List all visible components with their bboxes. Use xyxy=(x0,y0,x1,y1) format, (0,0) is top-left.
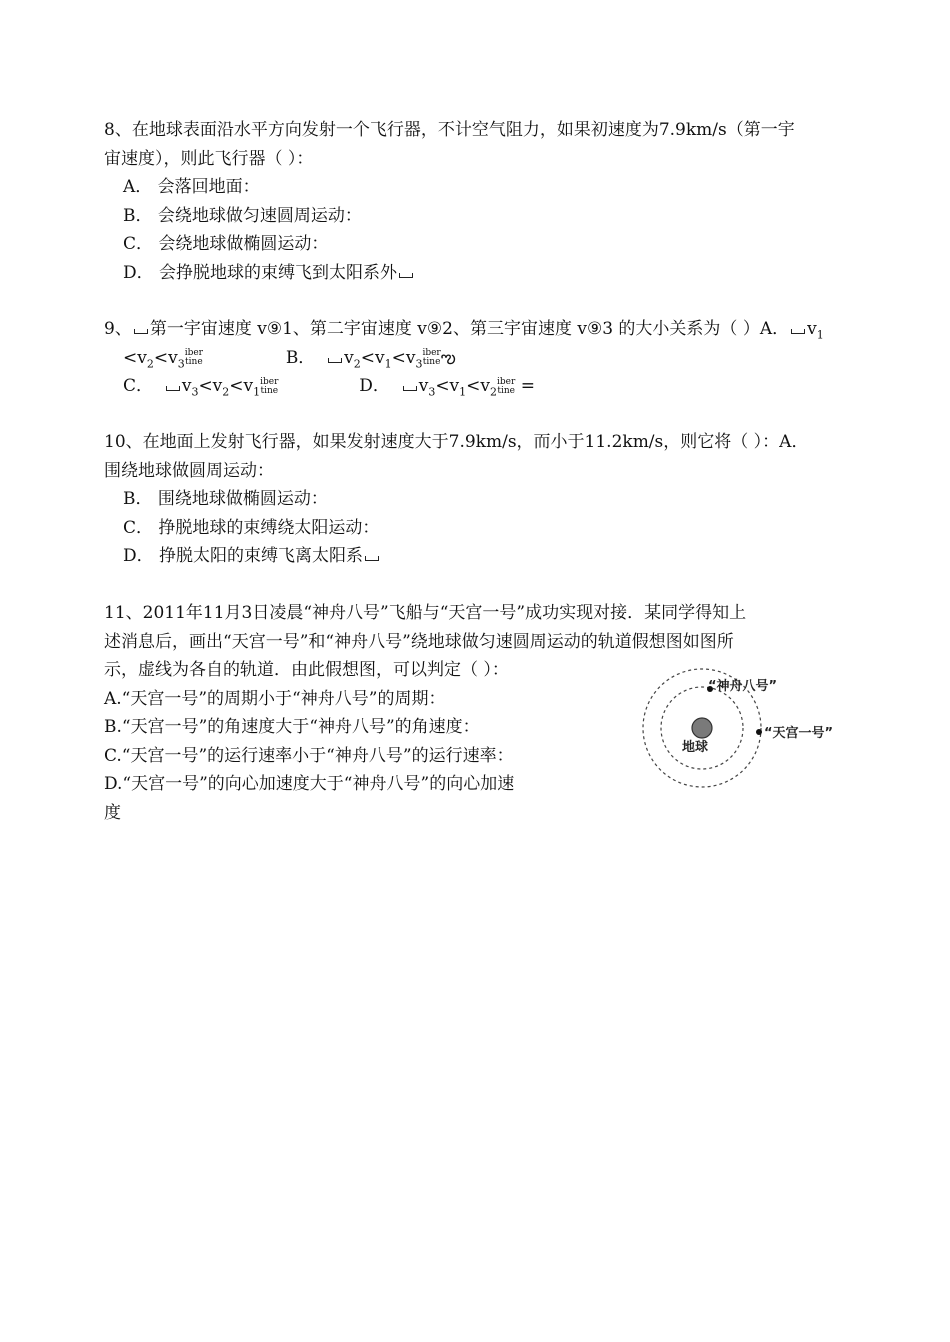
artifact-superscript xyxy=(185,349,203,367)
symbol-text: <v xyxy=(391,347,416,368)
subscript: 3 xyxy=(415,356,423,370)
question-8-option-b[interactable]: B． 会绕地球做匀速圆周运动： xyxy=(123,205,362,226)
question-11-option-d[interactable]: D.“天宫一号”的向心加速度大于“神舟八号”的向心加速 xyxy=(104,774,515,794)
artifact-mark xyxy=(403,386,417,391)
question-9-stem-text: 第一宇宙速度 v⑨1、第二宇宙速度 v⑨2、第三宇宙速度 v⑨3 的大小关系为（ ）A． xyxy=(149,319,790,339)
question-9-option-c[interactable] xyxy=(123,376,279,399)
subscript: 2 xyxy=(222,385,230,399)
symbol-text: <v xyxy=(198,376,223,396)
tiangong-dot xyxy=(756,729,762,735)
question-11-stem-line-1: 11、2011年11月3日凌晨“神舟八号”飞船与“天宫一号”成功实现对接．某同学得知上 xyxy=(104,603,747,623)
question-11-stem-line-2: 述消息后，画出“天宫一号”和“神舟八号”绕地球做匀速圆周运动的轨道假想图如图所 xyxy=(104,631,734,652)
symbol-v: v xyxy=(181,376,192,396)
artifact-mark xyxy=(399,273,413,278)
question-11-option-d-wrap: 度 xyxy=(104,802,121,823)
artifact-mark xyxy=(134,329,148,334)
question-10-option-a[interactable]: 围绕地球做圆周运动： xyxy=(104,460,274,481)
subscript: 3 xyxy=(191,385,199,399)
question-11-option-c[interactable]: C.“天宫一号”的运行速率小于“神舟八号”的运行速率： xyxy=(104,745,514,766)
question-9 xyxy=(104,315,849,401)
question-9-options-cd xyxy=(104,372,849,401)
question-9-option-a-rest[interactable] xyxy=(123,348,203,368)
artifact-text: iber xyxy=(422,348,441,358)
question-8 xyxy=(104,116,849,287)
symbol-v: v xyxy=(418,376,429,396)
option-label: B． xyxy=(285,347,316,368)
symbol-text: <v xyxy=(466,376,491,396)
symbol-text: <v xyxy=(360,347,385,368)
symbol-text: <v xyxy=(123,347,147,368)
question-8-option-c[interactable]: C． 会绕地球做椭圆运动： xyxy=(123,234,329,254)
shenzhou-label: “神舟八号” xyxy=(708,679,778,694)
subscript: 2 xyxy=(146,356,154,370)
question-11-stem-line-3: 示，虚线为各自的轨道．由此假想图，可以判定（ ）： xyxy=(104,660,509,680)
earth-circle xyxy=(692,718,712,738)
artifact-text: tine xyxy=(185,357,203,367)
symbol-text: <v xyxy=(435,376,460,396)
question-10-stem-line-1: 10、在地面上发射飞行器，如果发射速度大于7.9km/s，而小于11.2km/s，则它将（ ）：A． xyxy=(104,432,809,452)
artifact-text: iber xyxy=(184,348,203,358)
subscript: 1 xyxy=(816,328,824,342)
symbol-text: <v xyxy=(229,376,254,396)
question-8-option-d[interactable] xyxy=(104,259,849,288)
question-9-option-a-v1[interactable] xyxy=(807,319,824,342)
subscript: 1 xyxy=(384,356,392,370)
artifact-text: tine xyxy=(260,385,279,396)
question-8-stem-line-2: 宙速度），则此飞行器（ ）： xyxy=(104,148,314,169)
option-text: D． 挣脱太阳的束缚飞离太阳系 xyxy=(123,546,364,566)
subscript: 3 xyxy=(428,385,436,399)
option-label: C． xyxy=(123,376,154,396)
question-8-option-a[interactable]: A． 会落回地面： xyxy=(123,177,260,197)
question-9-option-b[interactable] xyxy=(286,348,456,368)
tiangong-label: “天宫一号” xyxy=(764,726,834,741)
question-10-option-c[interactable]: C． 挣脱地球的束缚绕太阳运动： xyxy=(123,517,380,538)
subscript: 3 xyxy=(177,356,185,370)
question-10-option-d[interactable] xyxy=(104,542,849,571)
question-10 xyxy=(104,428,849,571)
artifact-mark xyxy=(166,386,180,391)
artifact-mark xyxy=(365,556,379,561)
artifact-text: tine xyxy=(497,385,515,396)
artifact-text: tine xyxy=(422,357,441,367)
artifact-mark xyxy=(328,358,342,363)
question-8-stem-line-1: 8、在地球表面沿水平方向发射一个飞行器，不计空气阻力，如果初速度为7.9km/s（第一宇 xyxy=(104,120,795,140)
option-label: D． xyxy=(359,376,390,396)
symbol-v: v xyxy=(344,347,354,368)
artifact-glyph: ఌ xyxy=(440,347,456,368)
subscript: 2 xyxy=(490,385,498,399)
question-9-options-ab xyxy=(104,344,849,373)
question-11-option-a[interactable]: A.“天宫一号”的周期小于“神舟八号”的周期： xyxy=(104,688,446,709)
artifact-superscript xyxy=(422,349,440,367)
symbol-v: v xyxy=(807,319,817,339)
orbit-diagram xyxy=(635,668,855,792)
subscript: 1 xyxy=(459,385,467,399)
artifact-superscript xyxy=(260,378,278,396)
question-11-option-b[interactable]: B.“天宫一号”的角速度大于“神舟八号”的角速度： xyxy=(104,717,480,737)
question-9-stem-line-1 xyxy=(104,315,849,344)
artifact-glyph: = xyxy=(520,376,535,396)
question-9-option-d[interactable] xyxy=(359,376,535,399)
subscript: 2 xyxy=(353,356,361,370)
subscript: 1 xyxy=(253,385,261,399)
orbit-figure xyxy=(635,668,855,792)
artifact-mark xyxy=(791,329,805,334)
question-10-option-b[interactable]: B． 围绕地球做椭圆运动： xyxy=(123,489,328,509)
artifact-superscript xyxy=(497,378,515,396)
symbol-text: <v xyxy=(153,347,178,368)
earth-label: 地球 xyxy=(682,740,709,755)
artifact-text: iber xyxy=(497,376,516,387)
option-text: D． 会挣脱地球的束缚飞到太阳系外 xyxy=(123,262,398,283)
question-number: 9、 xyxy=(104,319,132,339)
artifact-text: iber xyxy=(260,376,279,387)
